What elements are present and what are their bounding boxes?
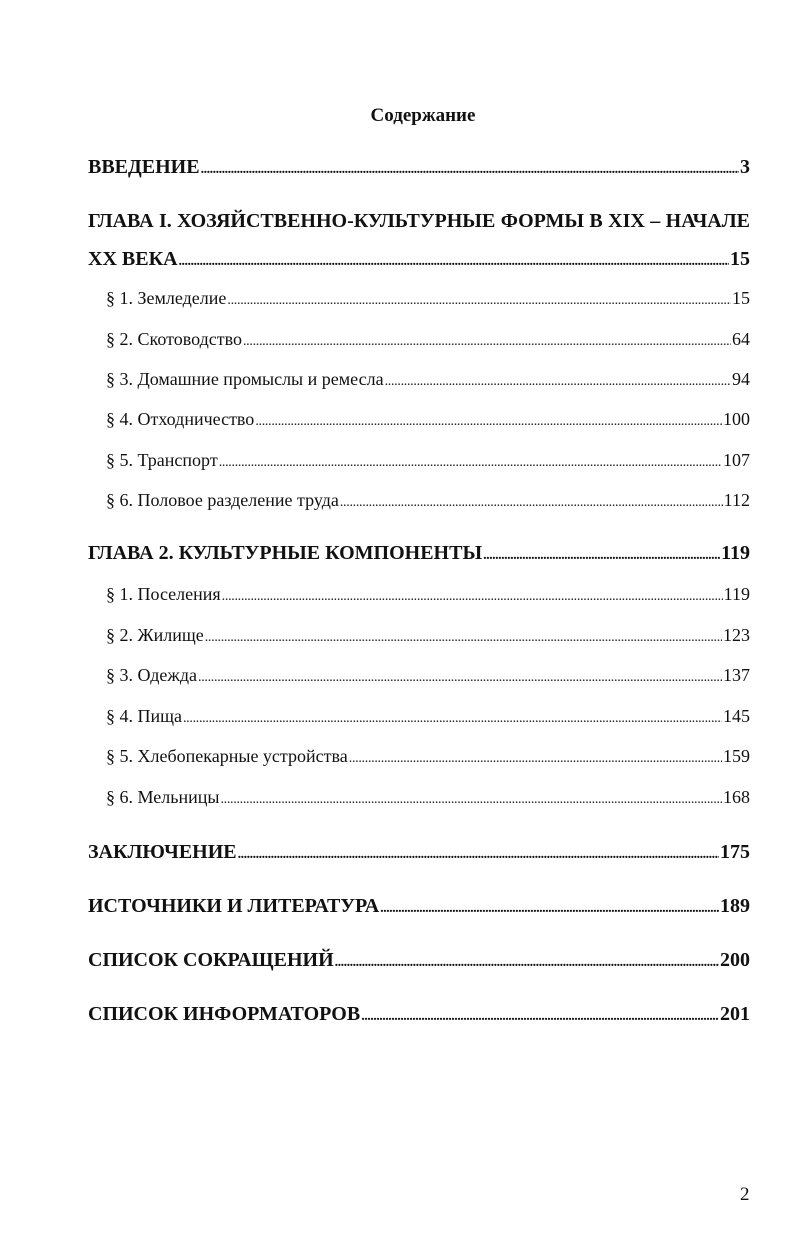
toc-section-page: 145 [723, 706, 750, 726]
toc-section-page: 100 [723, 409, 750, 429]
toc-section-label: § 4. Отходничество [106, 409, 255, 429]
toc-section-label: § 6. Мельницы [106, 787, 220, 807]
page-number: 2 [740, 1184, 750, 1205]
toc-entry-page: 119 [721, 542, 750, 564]
dot-leader [340, 495, 723, 511]
toc-entry-sources [88, 895, 750, 918]
toc-entry-chapter-2 [88, 542, 750, 565]
toc-entry-label: СПИСОК СОКРАЩЕНИЙ [88, 949, 334, 971]
toc-entry-page: 175 [720, 841, 750, 863]
toc-section [106, 329, 750, 350]
toc-entry-page: 3 [740, 156, 750, 178]
dot-leader [243, 334, 731, 350]
toc-section [106, 665, 750, 686]
toc-entry-page: 200 [720, 949, 750, 971]
toc-entry-label: ИСТОЧНИКИ И ЛИТЕРАТУРА [88, 895, 380, 917]
dot-leader [183, 711, 722, 727]
toc-section-page: 112 [723, 490, 750, 510]
dot-leader [220, 792, 722, 808]
toc-entry-conclusion [88, 841, 750, 864]
toc-entry-label: XX ВЕКА [88, 248, 178, 270]
toc-section-label: § 4. Пища [106, 706, 182, 726]
toc-entry-introduction [88, 156, 750, 179]
dot-leader [179, 254, 729, 270]
toc-section-page: 119 [723, 584, 750, 604]
toc-section-label: § 3. Одежда [106, 665, 197, 685]
dot-leader [198, 670, 722, 686]
dot-leader [385, 374, 731, 390]
toc-section-page: 107 [723, 450, 750, 470]
dot-leader [238, 847, 719, 863]
toc-section [106, 625, 750, 646]
toc-section-page: 159 [723, 746, 750, 766]
toc-section-label: § 1. Земледелие [106, 288, 227, 308]
toc-section [106, 746, 750, 767]
toc-section-page: 94 [732, 369, 750, 389]
toc-section-page: 123 [723, 625, 750, 645]
toc-section [106, 369, 750, 390]
toc-entry-page: 201 [720, 1003, 750, 1025]
chapter-1-title-line1: ГЛАВА I. ХОЗЯЙСТВЕННО-КУЛЬТУРНЫЕ ФОРМЫ В XIX – НАЧАЛЕ [88, 210, 750, 232]
toc-section-label: § 6. Половое разделение труда [106, 490, 339, 510]
dot-leader [380, 901, 719, 917]
toc-section-page: 15 [732, 288, 750, 308]
dot-leader [349, 751, 722, 767]
toc-section [106, 450, 750, 471]
toc-section-page: 64 [732, 329, 750, 349]
dot-leader [205, 630, 722, 646]
toc-entry-page: 15 [730, 248, 750, 270]
dot-leader [335, 955, 719, 971]
toc-entry-abbreviations [88, 949, 750, 972]
page-title: Содержание [370, 105, 476, 126]
toc-section [106, 288, 750, 309]
toc-section [106, 409, 750, 430]
toc-section [106, 787, 750, 808]
toc-section [106, 584, 750, 605]
toc-section-label: § 5. Транспорт [106, 450, 218, 470]
dot-leader [219, 455, 722, 471]
dot-leader [255, 414, 722, 430]
dot-leader [483, 548, 720, 564]
dot-leader [201, 162, 739, 178]
toc-entry-label: ВВЕДЕНИЕ [88, 156, 200, 178]
toc-section-label: § 3. Домашние промыслы и ремесла [106, 369, 384, 389]
toc-section-label: § 2. Скотоводство [106, 329, 242, 349]
toc-section-page: 168 [723, 787, 750, 807]
toc-entry-page: 189 [720, 895, 750, 917]
toc-entry-label: ГЛАВА 2. КУЛЬТУРНЫЕ КОМПОНЕНТЫ [88, 542, 483, 564]
dot-leader [361, 1009, 719, 1025]
toc-section [106, 706, 750, 727]
toc-entry-label: СПИСОК ИНФОРМАТОРОВ [88, 1003, 361, 1025]
toc-section-page: 137 [723, 665, 750, 685]
toc-entry-chapter-1 [88, 248, 750, 271]
toc-entry-label: ЗАКЛЮЧЕНИЕ [88, 841, 237, 863]
toc-section [106, 490, 750, 511]
toc-entry-informants [88, 1003, 750, 1026]
toc-section-label: § 1. Поселения [106, 584, 221, 604]
dot-leader [222, 589, 723, 605]
toc-section-label: § 5. Хлебопекарные устройства [106, 746, 348, 766]
toc-section-label: § 2. Жилище [106, 625, 204, 645]
dot-leader [227, 293, 731, 309]
